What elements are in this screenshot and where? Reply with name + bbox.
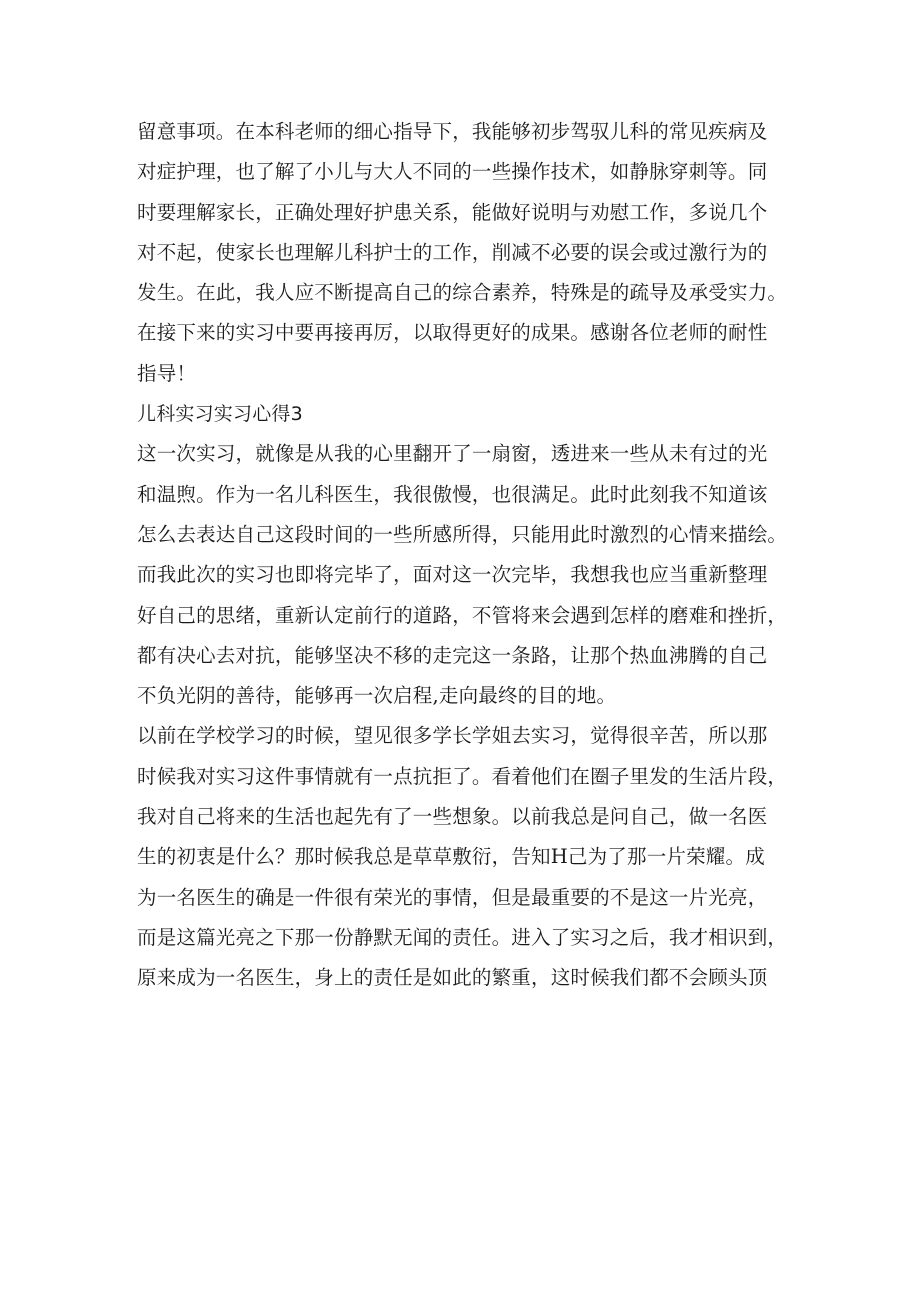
- text-line: 原来成为一名医生，身上的责任是如此的繁重，这时候我们都不会顾头顶: [137, 966, 768, 990]
- text-line: 时要理解家长，正确处理好护患关系，能做好说明与劝慰工作，多说几个: [137, 200, 768, 224]
- text-line: 指导！: [137, 361, 197, 385]
- text-line: 好自己的思绪，重新认定前行的道路，不管将来会遇到怎样的磨难和挫折，: [137, 603, 788, 627]
- text-line: 都有决心去对抗，能够坚决不移的走完这一条路，让那个热血沸腾的自己: [137, 643, 768, 667]
- text-line: 对不起，使家长也理解儿科护士的工作，削减不必要的误会或过激行为的: [137, 240, 768, 264]
- text-line: 发生。在此，我人应不断提高自己的综合素养，特殊是的疏导及承受实力。: [137, 281, 788, 305]
- text-line: 我对自己将来的生活也起先有了一些想象。以前我总是问自己，做一名医: [137, 805, 768, 829]
- text-line: 时候我对实习这件事情就有一点抗拒了。看着他们在圈子里发的生活片段，: [137, 764, 788, 788]
- text-line: 这一次实习，就像是从我的心里翻开了一扇窗，透进来一些从未有过的光: [137, 442, 768, 466]
- text-line: 和温煦。作为一名儿科医生，我很傲慢，也很满足。此时此刻我不知道该: [137, 482, 768, 506]
- text-line: 而我此次的实习也即将完毕了，面对这一次完毕，我想我也应当重新整理: [137, 563, 768, 587]
- section-heading: 儿科实习实习心得3: [137, 403, 303, 426]
- text-line: 怎么去表达自己这段时间的一些所感所得，只能用此时激烈的心情来描绘。: [137, 522, 788, 546]
- document-body: [137, 112, 797, 999]
- text-line: 生的初衷是什么？那时候我总是草草敷衍，告知H己为了那一片荣耀。成: [137, 845, 765, 869]
- text-line: 为一名医生的确是一件很有荣光的事情，但是最重要的不是这一片光亮，: [137, 885, 768, 909]
- text-line: 对症护理，也了解了小儿与大人不同的一些操作技术，如静脉穿刺等。同: [137, 160, 768, 184]
- text-line: 在接下来的实习中要再接再厉，以取得更好的成果。感谢各位老师的耐性: [137, 321, 768, 345]
- text-line: 不负光阴的善待，能够再一次启程,走向最终的目的地。: [137, 684, 617, 708]
- text-line: 而是这篇光亮之下那一份静默无闻的责任。进入了实习之后，我才相识到，: [137, 925, 788, 949]
- text-line: 留意事项。在本科老师的细心指导下，我能够初步驾驭儿科的常见疾病及: [137, 120, 768, 143]
- text-line: 以前在学校学习的时候，望见很多学长学姐去实习，觉得很辛苦，所以那: [137, 724, 768, 748]
